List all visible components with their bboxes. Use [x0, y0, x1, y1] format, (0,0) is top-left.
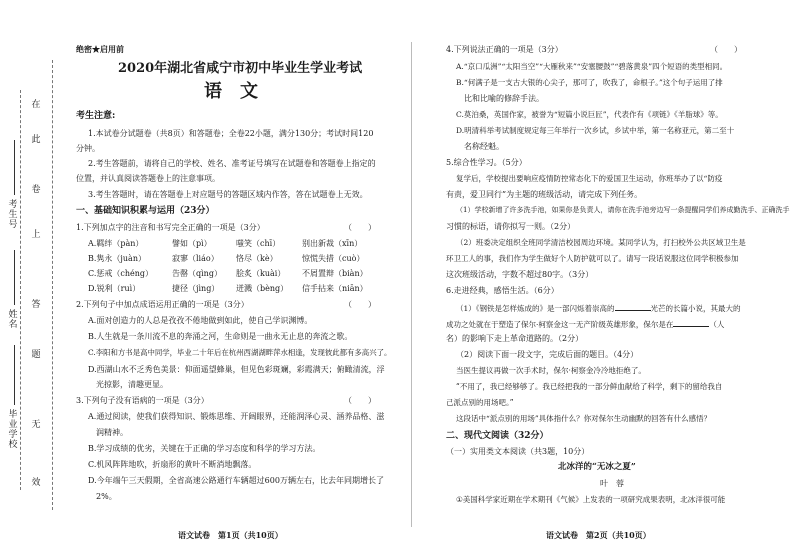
binding-char: 上	[31, 230, 41, 240]
option-cell: C.惩戒（chéng）	[88, 269, 154, 278]
option-line: 比和比喻的修辞手法。	[456, 94, 544, 103]
binding-line-outer	[20, 90, 21, 490]
answer-paren: （ ）	[344, 396, 376, 405]
paragraph-line: （1）学校新增了许多洗手池，如果你是负责人，请你在洗手池旁边写一条提醒同学们养成勤洗手、正确洗手	[456, 206, 790, 214]
article-title: 北冰洋的“无冰之夏”	[558, 462, 636, 472]
option-cell: A.羁绊（pàn）	[88, 239, 144, 248]
option-line: B.“何满子是一支古大银的心尖子，那可了，吹我了，命根子。”这个句子运用了排	[456, 78, 723, 87]
notice-line: 位置，并认真阅读答题卷上的注意事项。	[76, 174, 220, 183]
option-line: 2%。	[88, 492, 117, 501]
option-cell: B.隽永（juàn）	[88, 254, 146, 263]
paragraph-line: 有责，爱卫同行”为主题的班级活动，请完成下列任务。	[446, 190, 643, 199]
question-stem: 4.下列说法正确的一项是（3分）	[446, 45, 563, 54]
paragraph-line: 名）的影响下走上革命道路的。（2分）	[446, 334, 584, 343]
question-stem: 3.下列句子没有语病的一项是（3分）	[76, 396, 209, 405]
binding-char: 无	[31, 420, 41, 430]
notice-line: 1.本试卷分试题卷（共8页）和答题卷；全卷22小题，满分130分；考试时间120	[88, 129, 374, 138]
binding-char: 题	[31, 350, 41, 360]
paragraph-line	[446, 317, 724, 330]
q6-text: （人	[709, 320, 725, 329]
exam-title: 2020年湖北省咸宁市初中毕业生学业考试	[118, 61, 363, 76]
subsection-heading: （一）实用类文本阅读（共3题，10分）	[446, 447, 590, 456]
q6-text: （1）《钢铁是怎样炼成的》是一部闪烁着崇高的	[456, 304, 615, 313]
question-stem: 1.下列加点字的注音和书写完全正确的一项是（3分）	[76, 223, 265, 232]
option-cell: 捷径（jìng）	[172, 284, 220, 293]
option-cell: 脍炙（kuài）	[236, 269, 286, 278]
option-line: 光掠影，清趣更显。	[88, 380, 168, 389]
option-cell: 迸溅（bèng）	[236, 284, 289, 293]
page-footer: 语文试卷 第2页（共10页）	[546, 530, 651, 540]
notice-line: 3.考生答题时，请在答题卷上对应题号的答题区域内作答，答在试题卷上无效。	[88, 190, 368, 199]
paragraph-line: 复学后，学校提出要响应疫情防控常态化下的爱国卫生运动，你班举办了以“防疫	[456, 174, 723, 183]
paragraph-line: 这段话中“派点别的用场”具体指什么？你对保尔生动幽默的回答有什么感悟？	[456, 414, 712, 423]
school-label: 毕业学校	[8, 410, 18, 450]
binding-char: 此	[31, 135, 41, 145]
name-label: 姓名	[8, 310, 18, 330]
option-line: 名称经魁。	[456, 142, 504, 151]
option-line: A.面对创造力的人总是孜孜不倦地做到如此，使自己学识渊博。	[88, 316, 313, 325]
binding-char: 卷	[31, 185, 41, 195]
option-line: A.通过阅读，使我们获得知识、锻炼思维、开阔眼界，还能润泽心灵、涵养品格、滋	[88, 412, 385, 421]
binding-char: 效	[31, 478, 41, 488]
page-footer: 语文试卷 第1页（共10页）	[178, 530, 283, 540]
option-cell: 寂寥（liáo）	[172, 254, 219, 263]
option-cell: 信手拈来（niān）	[302, 284, 368, 293]
paragraph-line: （2）阅读下面一段文字，完成后面的题目。（4分）	[456, 350, 639, 359]
option-line: A.“京口瓜洲”“太阳当空”“大雁秋来”“安塞腰鼓”“碧落黄泉”四个短语的类型相同。	[456, 62, 728, 71]
student-id-field[interactable]	[14, 140, 15, 195]
answer-blank[interactable]	[673, 317, 709, 327]
option-line: D.明清科举考试制度规定每三年举行一次乡试，乡试中举，第一名称亚元，第二至十	[456, 126, 735, 135]
option-cell: 嗤笑（chī）	[236, 239, 281, 248]
option-cell: 不屑置辩（biàn）	[302, 269, 368, 278]
quote-line: 己派点别的用场吧。”	[446, 398, 514, 407]
option-line: C.机风阵阵地吹，折扇形的黄叶不断消地飘落。	[88, 460, 257, 469]
option-line: D.西湖山水不乏秀色美景：仰面遥望蜂巢，但见色彩斑斓，彩霞满天；俯瞰清流，浮	[88, 365, 385, 374]
option-line: 润精神。	[88, 428, 128, 437]
binding-line-inner	[52, 60, 53, 510]
article-line: ①美国科学家近期在学术期刊《气候》上发表的一项研究成果表明，北冰洋很可能	[456, 495, 726, 504]
question-stem: 5.综合性学习。（5分）	[446, 158, 527, 167]
option-cell: 告罄（qìng）	[172, 269, 222, 278]
paragraph-line: （2）班委决定组织全班同学清洁校园周边环境。某同学认为，打扫校外公共区域卫生是	[456, 238, 746, 247]
option-cell: 别出新裁（xīn）	[302, 239, 363, 248]
option-cell: 惊慌失措（cuò）	[302, 254, 365, 263]
answer-paren: （ ）	[344, 223, 376, 232]
paragraph-line: 环卫工人的事，我们作为学生做好个人防护就可以了。请写一段话说服这位同学积极参加	[446, 254, 739, 263]
page-divider	[411, 42, 412, 527]
notice-line: 分钟。	[76, 144, 100, 153]
option-line: C.李阳和方书是高中同学，毕业二十年后在杭州西湖湖畔萍水相逢，发现彼此都有多高兴了。	[88, 348, 392, 357]
student-id-label: 考生号	[8, 200, 18, 230]
answer-blank[interactable]	[615, 301, 651, 311]
option-cell: 恪尽（kè）	[236, 254, 278, 263]
notice-heading: 考生注意:	[76, 111, 116, 121]
q6-text: 成功之处就在于塑造了保尔·柯察金这一无产阶级英雄形象，保尔是在	[446, 320, 674, 329]
notice-line: 2.考生答题前，请将自己的学校、姓名、准考证号填写在试题卷和答题卷上指定的	[88, 159, 376, 168]
option-line: B.学习成绩的优劣，关键在于正确的学习态度和科学的学习方法。	[88, 444, 321, 453]
secret-mark: 绝密★启用前	[76, 44, 124, 54]
binding-char: 在	[31, 100, 41, 110]
answer-paren: （ ）	[344, 300, 376, 309]
paragraph-line: 这次班级活动，字数不超过80字。（3分）	[446, 270, 594, 279]
option-cell: D.锐利（ruì）	[88, 284, 141, 293]
school-field[interactable]	[14, 345, 15, 405]
binding-char: 答	[31, 300, 41, 310]
quote-line: “不用了，我已经够够了。我已经把我的一部分鲜血献给了科学，剩下的留给我自	[456, 382, 723, 391]
quote-line: 当医生提议再做一次手术时，保尔·柯察金冷冷地拒绝了。	[456, 366, 646, 375]
question-stem: 2.下列句子中加点成语运用正确的一项是（3分）	[76, 300, 249, 309]
option-line: D.今年端午三天假期，全省高速公路通行车辆超过600万辆左右，比去年同期增长了	[88, 476, 384, 485]
answer-paren: （ ）	[710, 45, 742, 54]
name-field[interactable]	[14, 250, 15, 305]
question-stem: 6.走进经典，感悟生活。（6分）	[446, 286, 559, 295]
paragraph-line: 习惯的标语，请你拟写一则。（2分）	[446, 222, 576, 231]
option-line: C.莫泊桑，英国作家，被誉为“短篇小说巨匠”，代表作有《项链》《羊脂球》等。	[456, 110, 723, 119]
option-line: B.人生就是一条川流不息的奔涌之河，生命则是一曲永无止息的奔流之歌。	[88, 332, 353, 341]
subject-title: 语 文	[204, 81, 258, 102]
section-heading: 二、现代文阅读（32分）	[446, 431, 549, 441]
paragraph-line	[456, 301, 741, 314]
option-cell: 譬如（pì）	[172, 239, 212, 248]
article-author: 叶 蓉	[600, 479, 624, 488]
section-heading: 一、基础知识积累与运用（23分）	[76, 206, 215, 216]
q6-text: 光芒的长篇小说，其最大的	[650, 304, 741, 313]
